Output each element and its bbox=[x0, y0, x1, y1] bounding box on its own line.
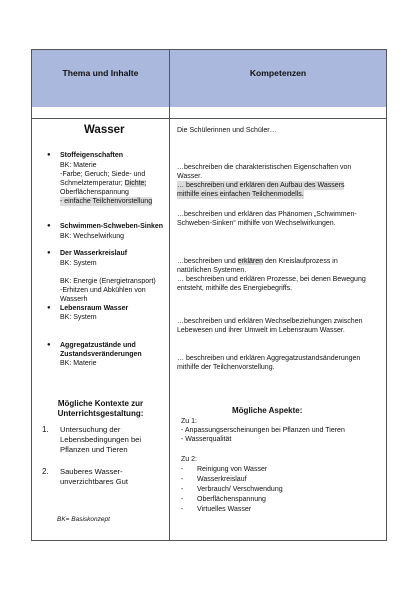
competence-line: mithilfe eines einfachen Teilchenmodells. bbox=[177, 191, 304, 198]
bullet-icon: ● bbox=[47, 223, 51, 229]
aspect-item: Wasserkreislauf bbox=[197, 476, 247, 483]
aspect-item: Virtuelles Wasser bbox=[197, 506, 252, 513]
competence-line: …beschreiben und erklären den Kreislaufprozess in bbox=[177, 258, 338, 265]
competence-line: …beschreiben und erklären das Phänomen „Schwimmen- bbox=[177, 211, 357, 218]
competence-line: …beschreiben und erklären Wechselbeziehungen zwischen bbox=[177, 318, 363, 325]
item-line: BK: Materie bbox=[60, 162, 97, 169]
header-kompetenzen: Kompetenzen bbox=[249, 68, 307, 78]
competence-line: …beschreiben die charakteristischen Eigenschaften von bbox=[177, 164, 352, 171]
item-line: BK: Energie (Energietransport) bbox=[60, 278, 156, 285]
column-divider bbox=[169, 50, 170, 540]
aspect-item: - Wasserqualität bbox=[181, 436, 232, 443]
context-number: 1. bbox=[42, 425, 49, 434]
aspect-item: Oberflächenspannung bbox=[197, 496, 266, 503]
item-line: -Erhitzen und Abkühlen von bbox=[60, 287, 146, 294]
bullet-icon: ● bbox=[47, 342, 51, 348]
competence-line: natürlichen Systemen. bbox=[177, 267, 247, 274]
intro-text: Die Schülerinnen und Schüler… bbox=[177, 127, 277, 134]
aspects-group-label: Zu 2: bbox=[181, 456, 197, 463]
dash-icon: - bbox=[181, 506, 184, 513]
item-line: - einfache Teilchenvorstellung bbox=[60, 198, 153, 205]
bullet-icon: ● bbox=[47, 305, 51, 311]
table-header bbox=[32, 50, 386, 108]
item-line: BK: Materie bbox=[60, 360, 97, 367]
context-line: unverzichtbares Gut bbox=[60, 477, 128, 486]
item-line: BK: Wechselwirkung bbox=[60, 233, 125, 240]
item-line: -Farbe; Geruch; Siede- und bbox=[60, 171, 146, 178]
spacer-row bbox=[32, 107, 386, 119]
item-title: Zustandsveränderungen bbox=[60, 351, 142, 358]
item-line: BK: System bbox=[60, 260, 97, 267]
competence-line: … beschreiben und erklären Prozesse, bei denen Bewegung bbox=[177, 276, 366, 283]
context-number: 2. bbox=[42, 467, 49, 476]
item-line: Schmelztemperatur; Dichte; bbox=[60, 180, 147, 187]
dash-icon: - bbox=[181, 466, 184, 473]
competence-line: Lebewesen und ihrer Umwelt im Lebensraum Wasser. bbox=[177, 327, 345, 334]
item-title: Aggregatzustände und bbox=[60, 342, 136, 349]
item-title: Der Wasserkreislauf bbox=[60, 250, 128, 257]
aspect-item: Verbrauch/ Verschwendung bbox=[197, 486, 283, 493]
aspects-title: Mögliche Aspekte: bbox=[232, 406, 303, 415]
competence-line: Schweben-Sinken“ mithilfe von Wechselwirkungen. bbox=[177, 220, 336, 227]
context-line: Sauberes Wasser- bbox=[60, 467, 123, 476]
dash-icon: - bbox=[181, 496, 184, 503]
item-line: Wasserh bbox=[60, 296, 88, 303]
footnote: BK= Basiskonzept bbox=[57, 516, 110, 523]
item-title: Schwimmen-Schweben-Sinken bbox=[60, 223, 164, 230]
bullet-icon: ● bbox=[47, 250, 51, 256]
competence-line: entsteht, mithilfe des Energiebegriffs. bbox=[177, 285, 293, 292]
bullet-icon: ● bbox=[47, 152, 51, 158]
competence-line: Wasser. bbox=[177, 173, 203, 180]
context-line: Untersuchung der bbox=[60, 425, 121, 434]
header-thema: Thema und Inhalte bbox=[62, 68, 139, 78]
item-line: BK: System bbox=[60, 314, 97, 321]
context-line: Pflanzen und Tieren bbox=[60, 445, 128, 454]
dash-icon: - bbox=[181, 476, 184, 483]
dash-icon: - bbox=[181, 486, 184, 493]
topic-title: Wasser bbox=[84, 124, 125, 136]
item-line: Oberflächenspannung bbox=[60, 189, 129, 196]
aspect-item: - Anpassungserscheinungen bei Pflanzen und Tieren bbox=[181, 427, 345, 434]
contexts-title: Mögliche Kontexte zur Unterrichtsgestaltung: bbox=[57, 399, 144, 418]
aspect-item: Reinigung von Wasser bbox=[197, 466, 268, 473]
item-title: Lebensraum Wasser bbox=[60, 305, 129, 312]
context-line: Lebensbedingungen bei bbox=[60, 435, 142, 444]
curriculum-table bbox=[31, 49, 387, 541]
aspects-group-label: Zu 1: bbox=[181, 418, 197, 425]
item-title: Stoffeigenschaften bbox=[60, 152, 124, 159]
competence-line: … beschreiben und erklären Aggregatzustandsänderungen bbox=[177, 355, 361, 362]
competence-line: mithilfe der Teilchenvorstellung. bbox=[177, 364, 275, 371]
competence-line: … beschreiben und erklären den Aufbau des Wassers bbox=[177, 182, 345, 189]
